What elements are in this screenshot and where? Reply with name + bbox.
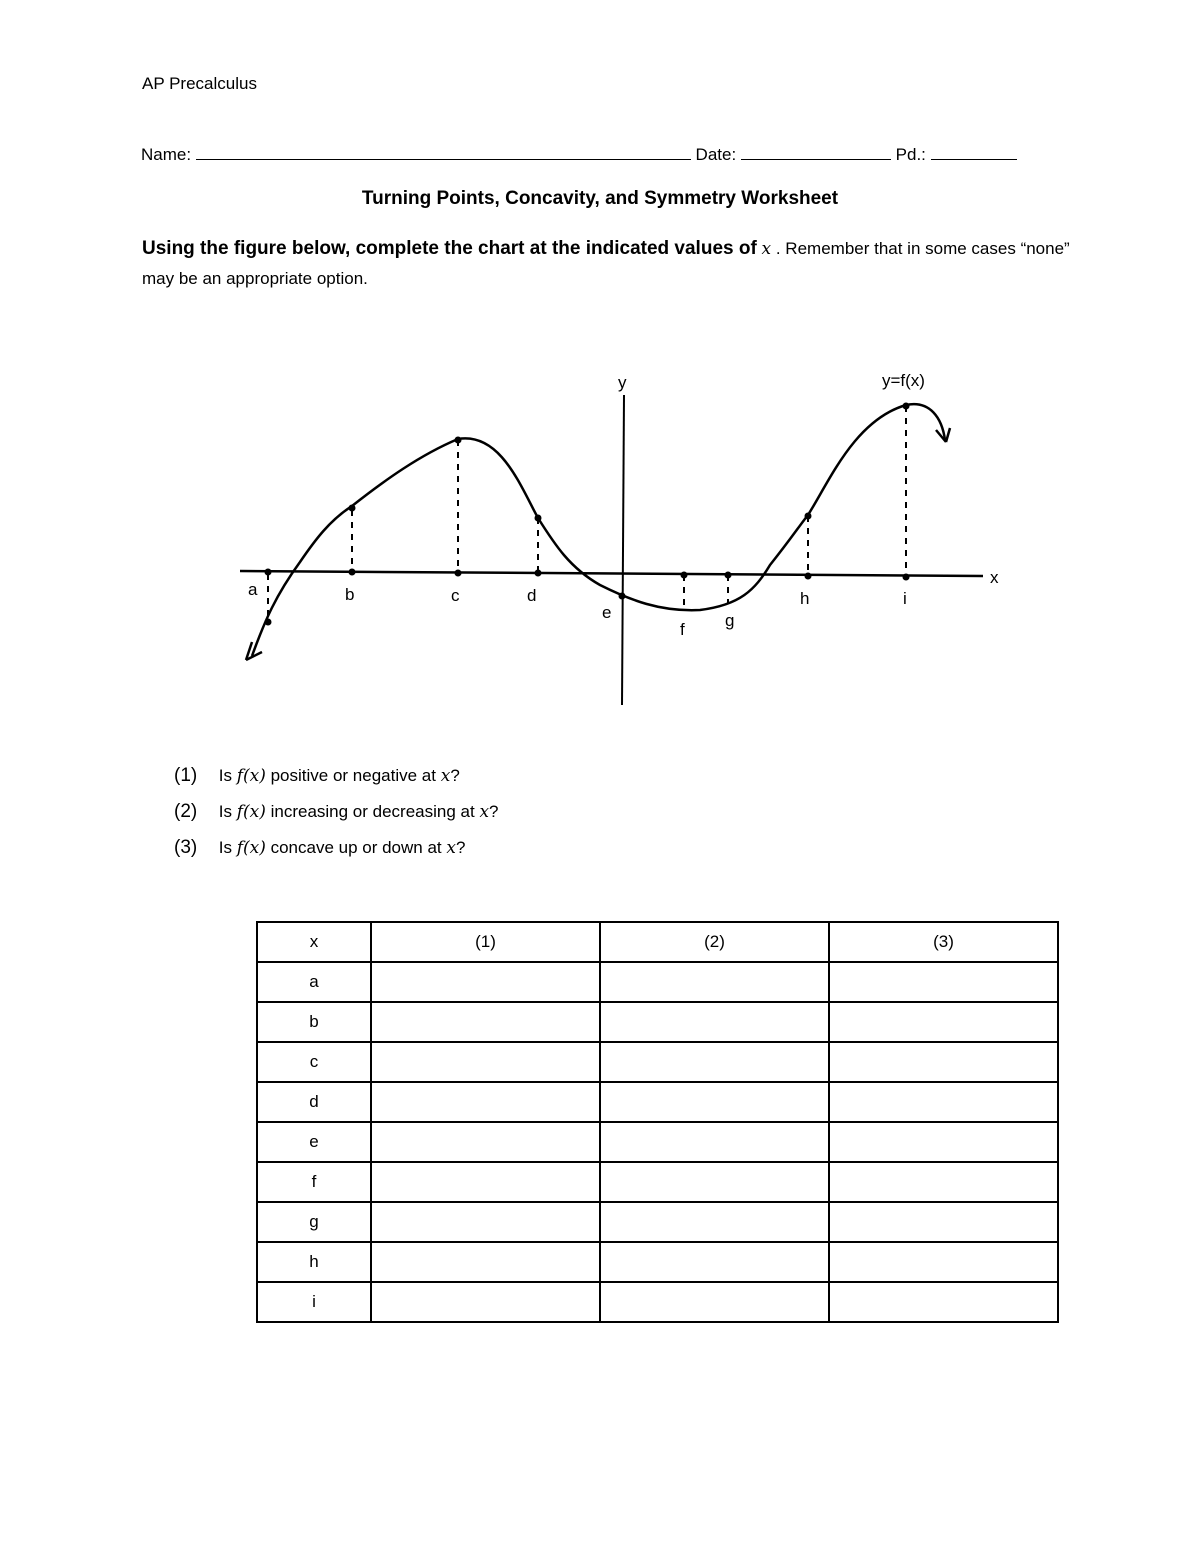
- answer-cell[interactable]: [600, 1162, 829, 1202]
- answer-cell[interactable]: [600, 1002, 829, 1042]
- answer-cell[interactable]: [829, 1282, 1058, 1322]
- y-axis: [622, 395, 624, 705]
- answer-cell[interactable]: [600, 1282, 829, 1322]
- instructions-lead: Using the figure below, complete the chart at the indicated values of: [142, 238, 757, 259]
- answer-cell[interactable]: [371, 1202, 600, 1242]
- row-label: e: [257, 1122, 371, 1162]
- header-q2: (2): [600, 922, 829, 962]
- answer-cell[interactable]: [829, 1122, 1058, 1162]
- answer-cell[interactable]: [371, 1082, 600, 1122]
- instructions-rest: . Remember that in some cases “none” may be an appropriate option.: [142, 239, 1070, 288]
- table-row: [257, 1002, 1058, 1042]
- point-label-h: h: [800, 589, 810, 608]
- row-label: d: [257, 1082, 371, 1122]
- function-curve: [252, 404, 945, 656]
- answer-cell[interactable]: [371, 1122, 600, 1162]
- period-label: Pd.:: [895, 145, 926, 164]
- answer-cell[interactable]: [600, 962, 829, 1002]
- graph-points: [265, 403, 910, 626]
- row-label: b: [257, 1002, 371, 1042]
- question-2: (2) Is f(x) increasing or decreasing at x?: [174, 801, 499, 822]
- point-label-c: c: [451, 586, 460, 605]
- table-row: [257, 1042, 1058, 1082]
- answer-cell[interactable]: [600, 1202, 829, 1242]
- instructions: [142, 234, 1072, 294]
- point-label-g: g: [725, 611, 735, 630]
- y-axis-label: y: [618, 373, 627, 392]
- answer-cell[interactable]: [371, 962, 600, 1002]
- answer-cell[interactable]: [829, 1082, 1058, 1122]
- answer-cell[interactable]: [829, 962, 1058, 1002]
- question-1: (1) Is f(x) positive or negative at x?: [174, 765, 460, 786]
- function-graph: [0, 340, 1200, 720]
- date-field[interactable]: [741, 143, 891, 160]
- point-label-b: b: [345, 585, 355, 604]
- name-label: Name:: [141, 145, 192, 164]
- point-label-f: f: [680, 620, 685, 639]
- answer-cell[interactable]: [600, 1082, 829, 1122]
- answer-cell[interactable]: [600, 1242, 829, 1282]
- table-row: [257, 1082, 1058, 1122]
- curve-label: y=f(x): [882, 371, 925, 390]
- answer-cell[interactable]: [371, 1162, 600, 1202]
- point-label-i: i: [903, 589, 907, 608]
- course-title: AP Precalculus: [142, 74, 257, 93]
- point-label-d: d: [527, 586, 537, 605]
- answer-cell[interactable]: [371, 1242, 600, 1282]
- questions-list: [174, 758, 499, 866]
- point-label-e: e: [602, 603, 612, 622]
- answer-cell[interactable]: [371, 1002, 600, 1042]
- answer-cell[interactable]: [829, 1202, 1058, 1242]
- date-label: Date:: [695, 145, 737, 164]
- row-label: a: [257, 962, 371, 1002]
- period-field[interactable]: [931, 143, 1017, 160]
- header-q3: (3): [829, 922, 1058, 962]
- question-3: (3) Is f(x) concave up or down at x?: [174, 837, 466, 858]
- table-row: [257, 1242, 1058, 1282]
- point-label-a: a: [248, 580, 258, 599]
- answer-table: [256, 921, 1059, 1323]
- row-label: i: [257, 1282, 371, 1322]
- table-row: [257, 1122, 1058, 1162]
- instructions-var: x: [761, 239, 772, 259]
- table-row: [257, 1202, 1058, 1242]
- answer-cell[interactable]: [829, 1162, 1058, 1202]
- header-x: x: [257, 922, 371, 962]
- header-fields: [141, 143, 1017, 165]
- answer-cell[interactable]: [600, 1042, 829, 1082]
- row-label: f: [257, 1162, 371, 1202]
- table-row: [257, 1162, 1058, 1202]
- worksheet-title: Turning Points, Concavity, and Symmetry Worksheet: [361, 188, 839, 209]
- row-label: g: [257, 1202, 371, 1242]
- name-field[interactable]: [196, 143, 691, 160]
- answer-cell[interactable]: [829, 1242, 1058, 1282]
- header-q1: (1): [371, 922, 600, 962]
- answer-cell[interactable]: [829, 1002, 1058, 1042]
- answer-cell[interactable]: [371, 1042, 600, 1082]
- answer-cell[interactable]: [371, 1282, 600, 1322]
- table-row: [257, 962, 1058, 1002]
- row-label: h: [257, 1242, 371, 1282]
- table-header-row: [257, 922, 1058, 962]
- table-row: [257, 1282, 1058, 1322]
- row-label: c: [257, 1042, 371, 1082]
- answer-cell[interactable]: [829, 1042, 1058, 1082]
- answer-cell[interactable]: [600, 1122, 829, 1162]
- x-axis-label: x: [990, 568, 999, 587]
